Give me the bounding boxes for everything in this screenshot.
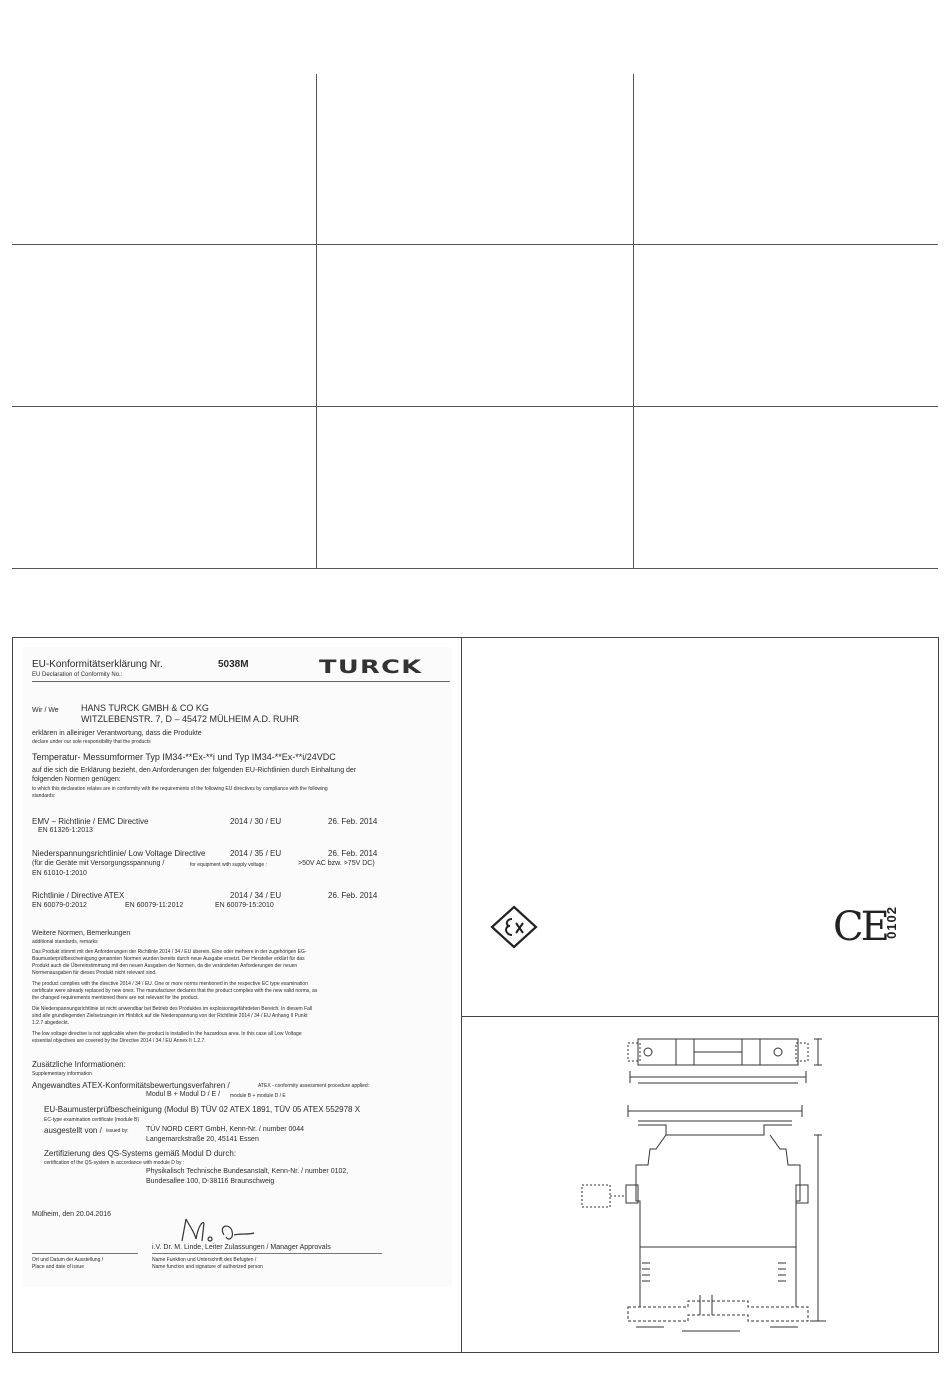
place-date: Mülheim, den 20.04.2016 <box>32 1211 111 1218</box>
remark-line: essential objectives are covered by the Directive 2014 / 34 / EU Annex II 1.2.7. <box>32 1038 206 1044</box>
remark-line: Baumusterprüfbescheinigung genannten Normen wurden bereits durch neue Ausgabe ersetzt. Der Hersteller erklärt für das <box>32 956 305 962</box>
directive-lvd-standards: EN 61010-1:2010 <box>32 870 87 877</box>
signature-rule-left <box>32 1253 138 1254</box>
dimension-drawing <box>570 1025 830 1335</box>
grid-line-v1 <box>316 74 317 568</box>
name-label-en: Name function and signature of authorized person <box>152 1264 263 1270</box>
directive-lvd-note-en: for equipment with supply voltage : <box>190 862 267 868</box>
grid-line-v2 <box>633 74 634 568</box>
place-label-de: Ort und Datum der Ausstellung / <box>32 1257 104 1263</box>
ce-mark: CE <box>833 904 887 950</box>
issued-en: issued by: <box>106 1128 129 1134</box>
remark-line: Die Niederspannungsrichtlinie ist nicht anwendbar bei Betrieb des Produktes im explosionsgefährdeten Bereich. In diesem Fall <box>32 1006 313 1012</box>
issued-de: ausgestellt von / <box>44 1126 102 1135</box>
product-line: Temperatur- Messumformer Typ IM34-**Ex-**i und Typ IM34-**Ex-**i/24VDC <box>32 752 336 762</box>
company-name: HANS TURCK GMBH & CO KG <box>81 703 209 713</box>
directive-emc-date: 26. Feb. 2014 <box>328 817 378 826</box>
grid-line-h2 <box>12 406 938 407</box>
declaration-title: EU-Konformitätserklärung Nr. <box>32 659 163 670</box>
remark-line: The product complies with the directive 2014 / 34 / EU. One or more norms mentioned in the respective EC type examination <box>32 981 308 987</box>
directive-lvd-number: 2014 / 35 / EU <box>230 849 282 858</box>
issuer: TÜV NORD CERT GmbH, Kenn-Nr. / number 0044 <box>146 1126 305 1133</box>
relates-de-2: folgenden Normen genügen: <box>32 776 121 783</box>
qs-de: Zertifizierung des QS-Systems gemäß Modul D durch: <box>44 1149 237 1158</box>
directive-lvd-note-de: (für die Geräte mit Versorgungsspannung / <box>32 860 165 867</box>
declare-en: declare under our sole responsibility that the products <box>32 739 151 745</box>
place-label-en: Place and date of issue <box>32 1264 84 1270</box>
qs-org: Physikalisch Technische Bundesanstalt, Kenn-Nr. / number 0102, <box>146 1168 349 1175</box>
signatory: i.V. Dr. M. Linde, Leiter Zulassungen / Manager Approvals <box>152 1244 331 1251</box>
additional-sub: Supplementary information <box>32 1071 92 1077</box>
grid-line-h3 <box>12 568 938 569</box>
directive-lvd-date: 26. Feb. 2014 <box>328 849 378 858</box>
notified-body-number: 0102 <box>884 906 899 939</box>
company-address: WITZLEBENSTR. 7, D – 45472 MÜLHEIM A.D. RUHR <box>81 714 300 724</box>
qs-en: certification of the QS-system in accordance with module D by : <box>44 1160 185 1166</box>
remark-line: The low voltage directive is not applicable when the product is installed in the hazardous area. In this case all Low Voltage <box>32 1031 302 1037</box>
declaration-title-en: EU Declaration of Conformity No.: <box>32 672 123 678</box>
directive-emc-number: 2014 / 30 / EU <box>230 817 282 826</box>
lower-frame-divider-h <box>461 1016 938 1017</box>
qs-address: Bundesallee 100, D-38116 Braunschweig <box>146 1178 275 1185</box>
procedure-en: ATEX - conformity assessment procedure applied: <box>258 1083 370 1089</box>
signature-rule-right <box>152 1253 382 1254</box>
relates-en-1: to which this declaration relates are in conformity with the requirements of the following EU directives by compliance with the following <box>32 786 328 792</box>
remark-line: Produkt auch die Übereinstimmung mit den neuen Ausgaben der Normen, da die veränderten Anforderungen der neuen <box>32 963 298 969</box>
brand-logo: TURCK <box>319 656 423 678</box>
modules: Modul B + Modul D / E / <box>146 1091 221 1098</box>
grid-line-h1 <box>12 244 938 245</box>
remark-line: 1.2.7 abgedeckt. <box>32 1020 69 1026</box>
relates-en-2: standards: <box>32 793 56 799</box>
declaration-number: 5038M <box>218 659 249 670</box>
directive-lvd-note-value: >50V AC bzw. >75V DC) <box>298 860 375 867</box>
ex-hexagon-icon <box>490 905 538 949</box>
procedure-de: Angewandtes ATEX-Konformitätsbewertungsverfahren / <box>32 1081 230 1090</box>
directive-atex-number: 2014 / 34 / EU <box>230 891 282 900</box>
we-label: Wir / We <box>32 707 59 714</box>
name-label-de: Name Funktion und Unterschrift des Befugten / <box>152 1257 257 1263</box>
declare-de: erklären in alleiniger Verantwortung, dass die Produkte <box>32 730 202 737</box>
cert-en: EC-type examination certificate (module B) <box>44 1117 140 1123</box>
header-rule <box>32 681 450 682</box>
lower-frame-divider-v <box>461 637 462 1353</box>
directive-lvd-name: Niederspannungsrichtlinie/ Low Voltage Directive <box>32 849 206 858</box>
directive-atex-standards-2: EN 60079-11:2012 <box>125 902 184 909</box>
directive-atex-name: Richtlinie / Directive ATEX <box>32 891 125 900</box>
directive-emc-name: EMV – Richtlinie / EMC Directive <box>32 817 149 826</box>
directive-atex-standards-1: EN 60079-0:2012 <box>32 902 87 909</box>
remark-line: sind alle grundlegenden Zielsetzungen im Hinblick auf die Niederspannung von der Richtlinie 2014 / 34 / EU Anhang II Punkt <box>32 1013 308 1019</box>
remark-line: the changed requirements mentioned there are not relevant for the product. <box>32 995 199 1001</box>
directive-atex-date: 26. Feb. 2014 <box>328 891 378 900</box>
cert-de: EU-Baumusterprüfbescheinigung (Modul B) TÜV 02 ATEX 1891, TÜV 05 ATEX 552978 X <box>44 1105 361 1114</box>
modules-en: module B + module D / E <box>230 1093 286 1099</box>
remark-line: certificate were already replaced by new ones. The manufacturer declares that the product complies with the new valid norms, as <box>32 988 318 994</box>
directive-atex-standards-3: EN 60079-15:2010 <box>215 902 274 909</box>
declaration-document <box>22 647 452 1287</box>
remark-line: Das Produkt stimmt mit den Anforderungen der Richtlinie 2014 / 34 / EU überein. Eine oder mehrere in der zugehörigen EG- <box>32 949 307 955</box>
further-sub: additional standards, remarks <box>32 939 98 945</box>
relates-de-1: auf die sich die Erklärung bezieht, den Anforderungen der folgenden EU-Richtlinien durch Einhaltung der <box>32 767 357 774</box>
further-title: Weitere Normen, Bemerkungen <box>32 930 131 937</box>
directive-emc-standards: EN 61326-1:2013 <box>38 827 93 834</box>
remark-line: Normenausgaben für dieses Produkt nicht relevant sind. <box>32 970 157 976</box>
additional-title: Zusätzliche Informationen: <box>32 1060 126 1069</box>
issuer-address: Langemarckstraße 20, 45141 Essen <box>146 1136 259 1143</box>
